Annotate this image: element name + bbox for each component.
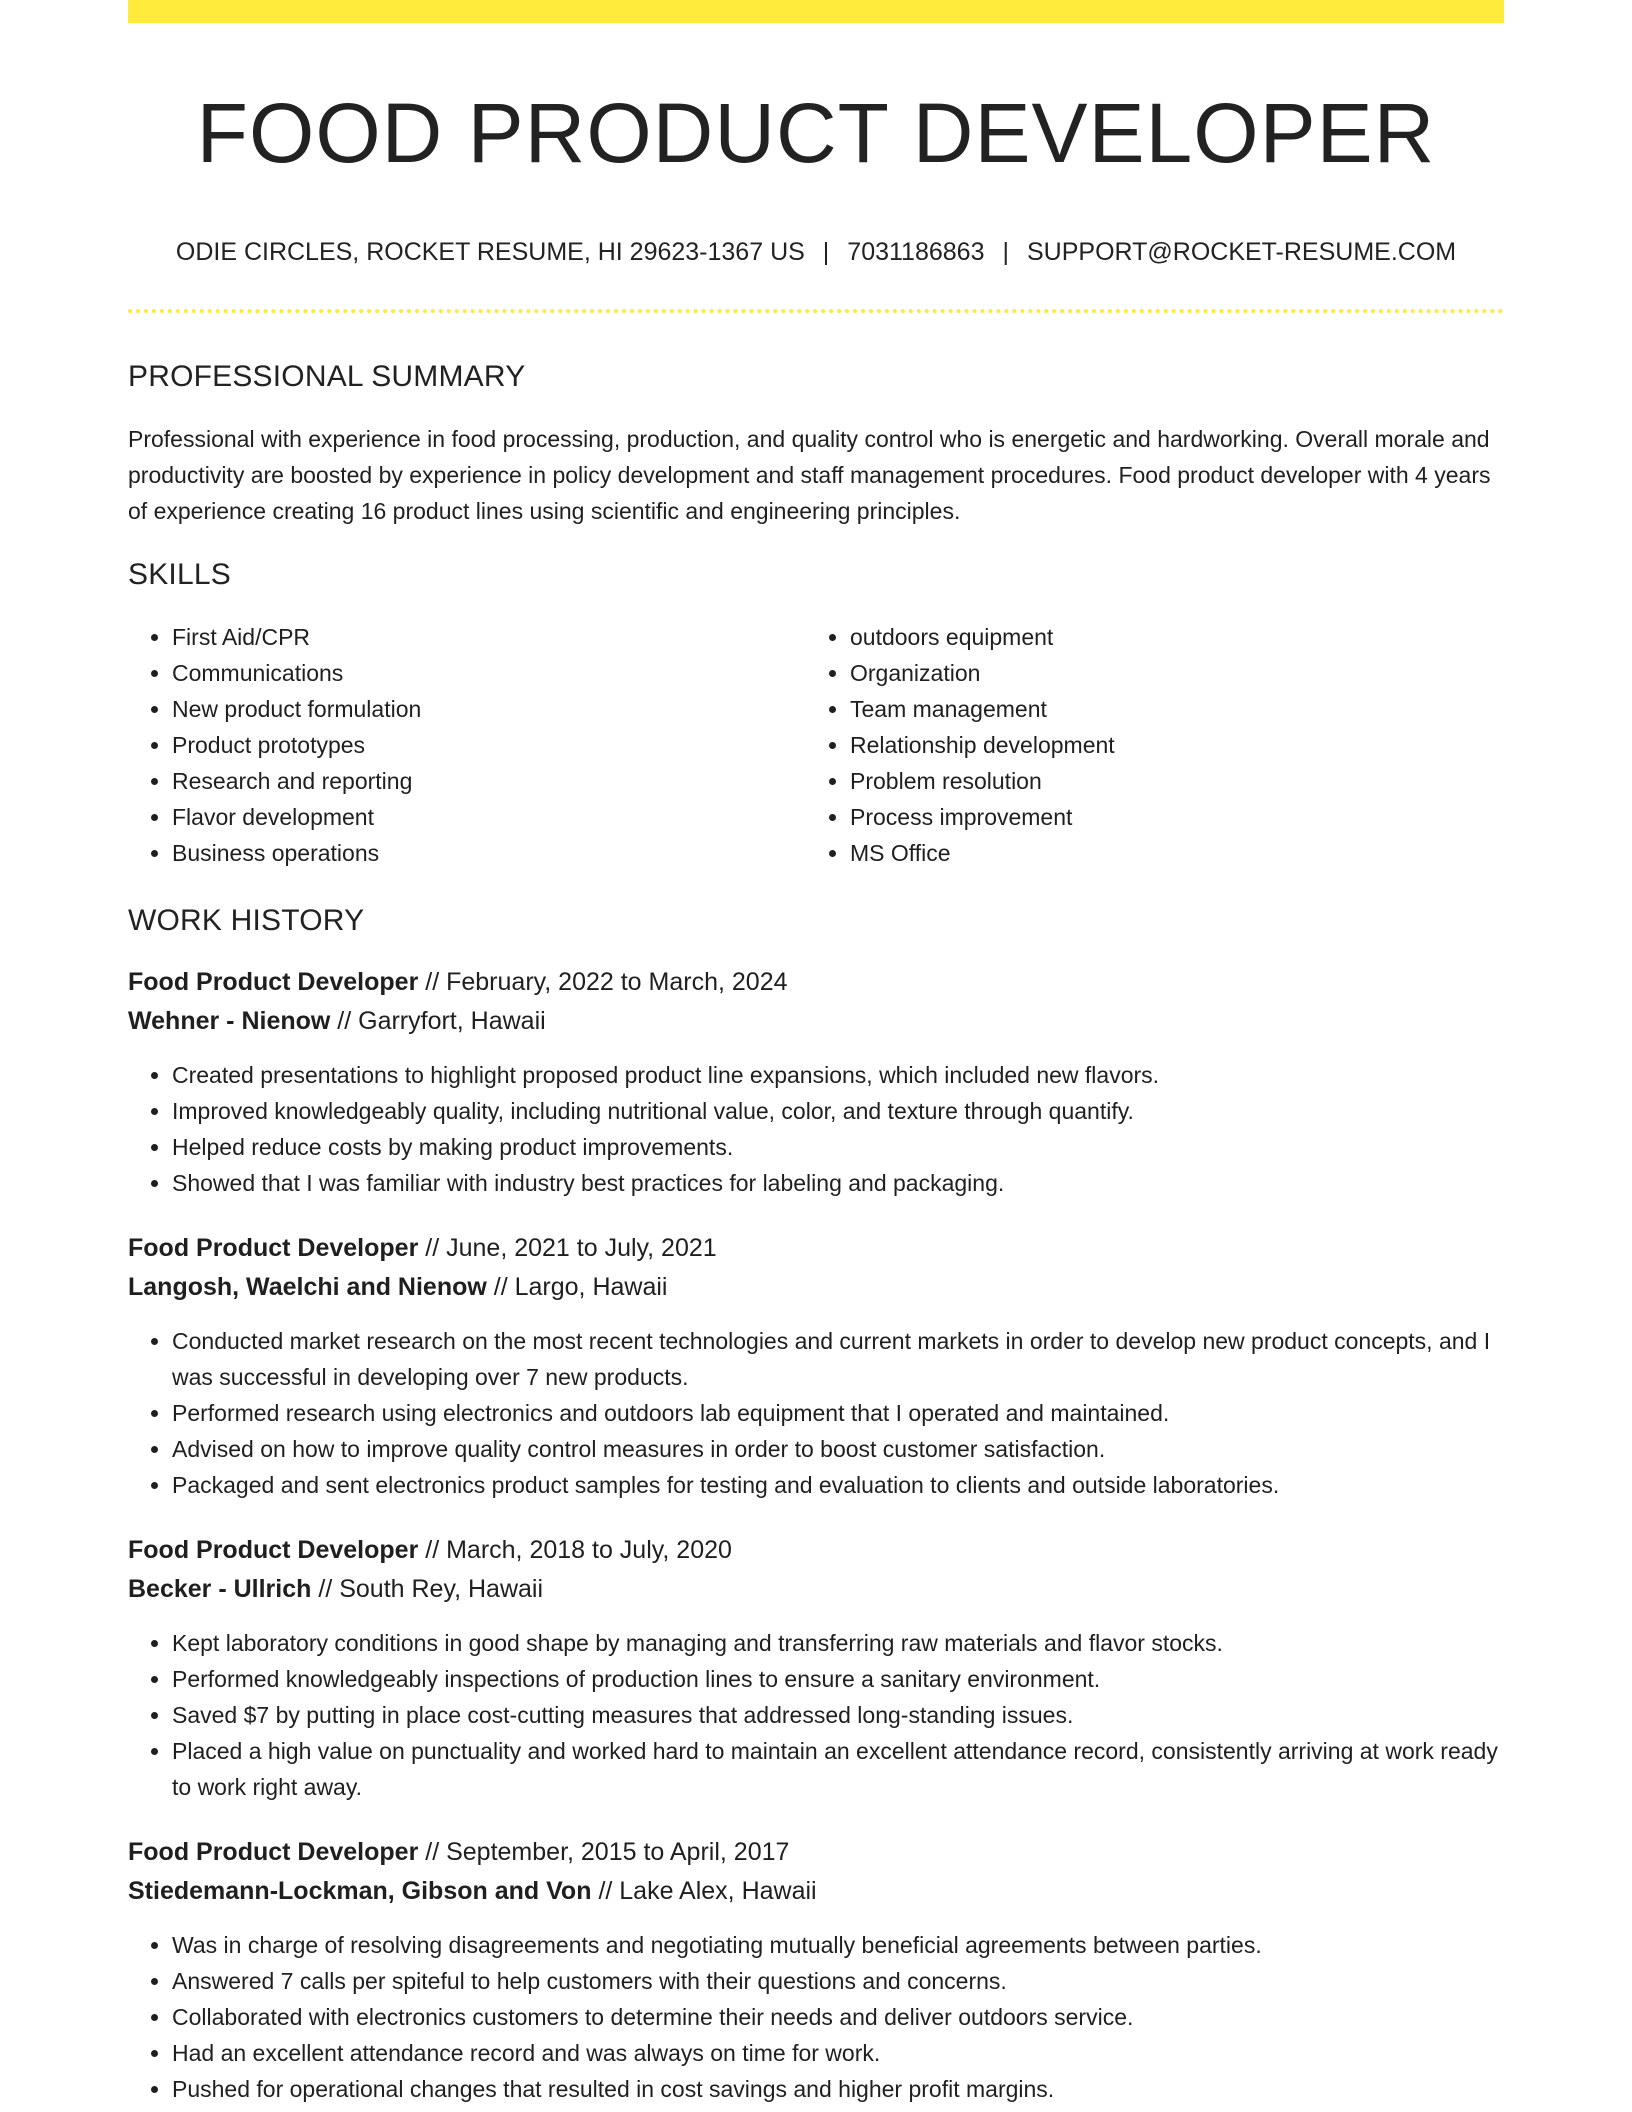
- job-location: // South Rey, Hawaii: [318, 1575, 544, 1603]
- skills-columns: [128, 619, 1504, 871]
- skill-item: • Communications: [172, 655, 806, 691]
- job-company: Wehner - Nienow: [128, 1007, 331, 1035]
- job-title-line: [128, 1833, 1504, 1872]
- skill-item: • Team management: [850, 691, 1484, 727]
- job-entry: [128, 1833, 1504, 2107]
- job-bullet: • Saved $7 by putting in place cost-cutting measures that addressed long-standing issues.: [172, 1697, 1504, 1733]
- job-title: Food Product Developer: [128, 1536, 419, 1564]
- skill-item: • MS Office: [850, 835, 1484, 871]
- skill-item: • Research and reporting: [172, 763, 806, 799]
- resume-page: [128, 0, 1504, 2107]
- resume-title: FOOD PRODUCT DEVELOPER: [196, 86, 1436, 180]
- job-bullet: • Was in charge of resolving disagreements and negotiating mutually beneficial agreements between parties.: [172, 1927, 1504, 1963]
- contact-separator: |: [822, 238, 830, 266]
- accent-bar: [128, 0, 1504, 23]
- job-bullet: • Performed research using electronics and outdoors lab equipment that I operated and maintained.: [172, 1395, 1504, 1431]
- job-bullet: • Packaged and sent electronics product samples for testing and evaluation to clients and outside laboratories.: [172, 1467, 1504, 1503]
- job-bullets: [128, 1927, 1504, 2107]
- job-title: Food Product Developer: [128, 968, 419, 996]
- job-company-line: [128, 1872, 1504, 1911]
- job-location: // Garryfort, Hawaii: [337, 1007, 546, 1035]
- job-company-line: [128, 1002, 1504, 1041]
- job-bullet: • Answered 7 calls per spiteful to help customers with their questions and concerns.: [172, 1963, 1504, 1999]
- job-company: Becker - Ullrich: [128, 1575, 312, 1603]
- skill-item: • Business operations: [172, 835, 806, 871]
- job-bullet: • Collaborated with electronics customers to determine their needs and deliver outdoors service.: [172, 1999, 1504, 2035]
- job-company: Stiedemann-Lockman, Gibson and Von: [128, 1877, 592, 1905]
- skills-list-right: [806, 619, 1484, 871]
- job-entry: [128, 1531, 1504, 1805]
- job-title: Food Product Developer: [128, 1234, 419, 1262]
- job-dates: // September, 2015 to April, 2017: [425, 1838, 790, 1866]
- job-company: Langosh, Waelchi and Nienow: [128, 1273, 487, 1301]
- job-location: // Largo, Hawaii: [493, 1273, 668, 1301]
- job-entry: [128, 1229, 1504, 1503]
- job-location: // Lake Alex, Hawaii: [598, 1877, 817, 1905]
- job-dates: // March, 2018 to July, 2020: [425, 1536, 732, 1564]
- contact-address: ODIE CIRCLES, ROCKET RESUME, HI 29623-1367 US: [175, 238, 805, 266]
- job-bullet: • Advised on how to improve quality control measures in order to boost customer satisfaction.: [172, 1431, 1504, 1467]
- job-bullet: • Performed knowledgeably inspections of production lines to ensure a sanitary environment.: [172, 1661, 1504, 1697]
- job-title-line: [128, 1531, 1504, 1570]
- summary-heading: PROFESSIONAL SUMMARY: [128, 360, 526, 393]
- job-dates: // February, 2022 to March, 2024: [425, 968, 788, 996]
- work-history: [128, 963, 1504, 2107]
- skill-item: • First Aid/CPR: [172, 619, 806, 655]
- job-company-line: [128, 1268, 1504, 1307]
- job-company-line: [128, 1570, 1504, 1609]
- job-bullets: [128, 1323, 1504, 1503]
- job-bullet: • Conducted market research on the most recent technologies and current markets in order to develop new product concepts, and I was successful in developing over 7 new products.: [172, 1323, 1504, 1395]
- skill-item: • Organization: [850, 655, 1484, 691]
- contact-line: [128, 235, 1504, 269]
- skill-item: • Problem resolution: [850, 763, 1484, 799]
- job-bullet: • Created presentations to highlight proposed product line expansions, which included new flavors.: [172, 1057, 1504, 1093]
- job-bullet: • Placed a high value on punctuality and worked hard to maintain an excellent attendance record, consistently arriving at work ready to work right away.: [172, 1733, 1504, 1805]
- skills-heading: SKILLS: [128, 558, 231, 591]
- contact-separator: |: [1002, 238, 1009, 266]
- job-bullets: [128, 1625, 1504, 1805]
- job-bullet: • Showed that I was familiar with industry best practices for labeling and packaging.: [172, 1165, 1504, 1201]
- contact-email: SUPPORT@ROCKET-RESUME.COM: [1026, 238, 1457, 266]
- job-entry: [128, 963, 1504, 1201]
- skill-item: • Relationship development: [850, 727, 1484, 763]
- job-title: Food Product Developer: [128, 1838, 419, 1866]
- skill-item: • Process improvement: [850, 799, 1484, 835]
- skill-item: • Product prototypes: [172, 727, 806, 763]
- job-title-line: [128, 1229, 1504, 1268]
- job-dates: // June, 2021 to July, 2021: [425, 1234, 717, 1262]
- dotted-divider: [128, 309, 1504, 313]
- job-bullet: • Kept laboratory conditions in good shape by managing and transferring raw materials and flavor stocks.: [172, 1625, 1504, 1661]
- summary-text: Professional with experience in food processing, production, and quality control who is energetic and hardworking. Overall morale and productivity are boosted by experience in policy development and staff management procedures. Food product developer with 4 years of experience creating 16 product lines using scientific and engineering principles.: [128, 426, 1491, 524]
- job-bullet: • Had an excellent attendance record and was always on time for work.: [172, 2035, 1504, 2071]
- job-bullets: [128, 1057, 1504, 1201]
- job-bullet: • Helped reduce costs by making product improvements.: [172, 1129, 1504, 1165]
- work-history-heading: WORK HISTORY: [128, 904, 365, 937]
- skill-item: • New product formulation: [172, 691, 806, 727]
- job-bullet: • Improved knowledgeably quality, including nutritional value, color, and texture through quantify.: [172, 1093, 1504, 1129]
- skill-item: • outdoors equipment: [850, 619, 1484, 655]
- job-title-line: [128, 963, 1504, 1002]
- skills-list-left: [128, 619, 806, 871]
- job-bullet: • Pushed for operational changes that resulted in cost savings and higher profit margins.: [172, 2071, 1504, 2107]
- contact-phone: 7031186863: [847, 238, 985, 266]
- skill-item: • Flavor development: [172, 799, 806, 835]
